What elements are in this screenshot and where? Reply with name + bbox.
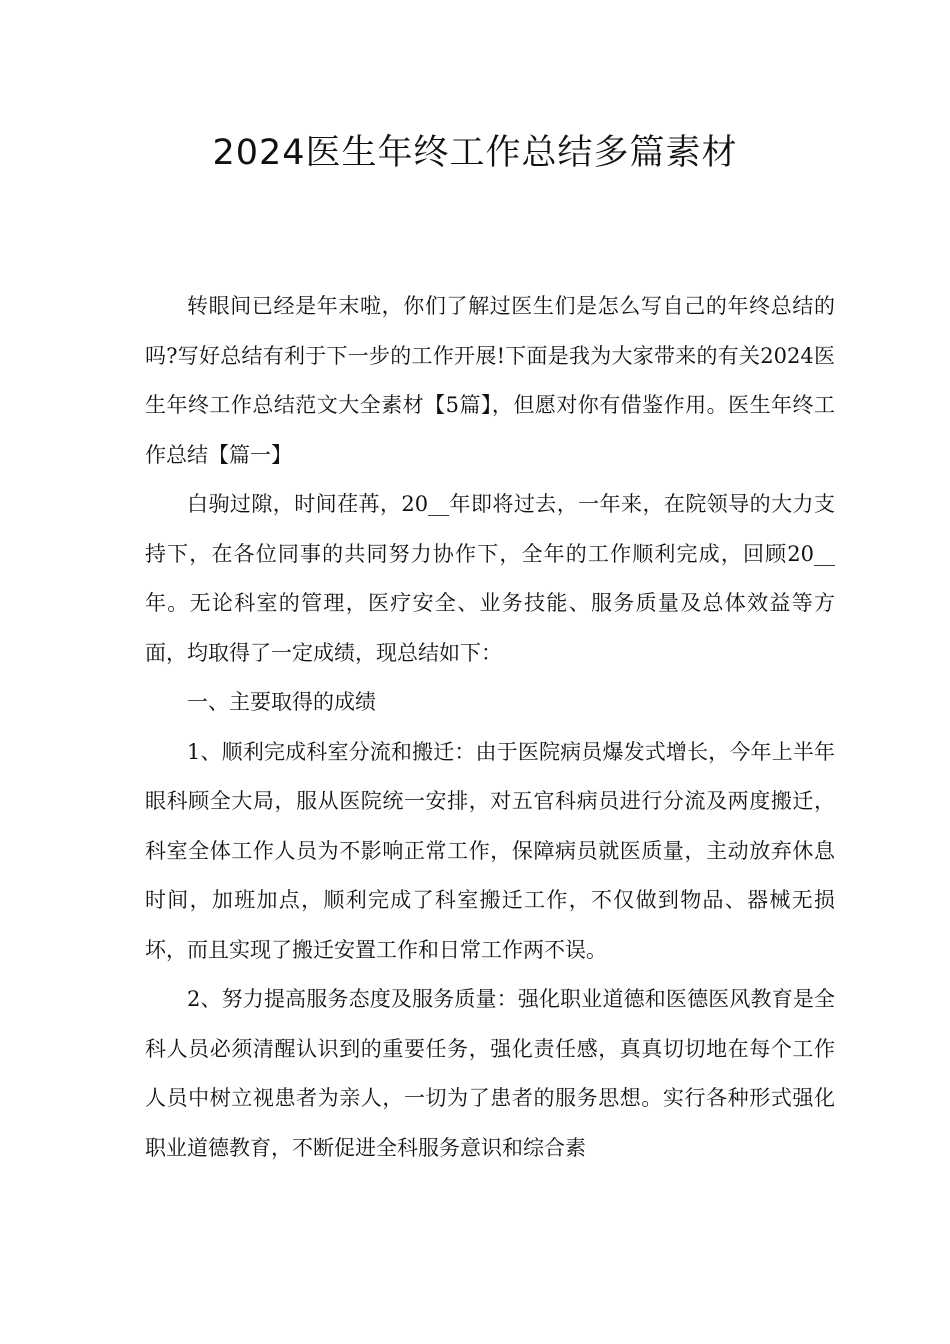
overview-paragraph: 白驹过隙，时间荏苒，20__年即将过去，一年来，在院领导的大力支持下，在各位同事的共同努力协作下，全年的工作顺利完成，回顾20__年。无论科室的管理，医疗安全、业务技能、服务质量及总体效益等方面，均取得了一定成绩，现总结如下：	[145, 492, 835, 665]
achievement-paragraph-2: 2、努力提高服务态度及服务质量：强化职业道德和医德医风教育是全科人员必须清醒认识到的重要任务，强化责任感，真真切切地在每个工作人员中树立视患者为亲人，一切为了患者的服务思想。实行各种形式强化职业道德教育，不断促进全科服务意识和综合素	[145, 987, 835, 1160]
document-title: 2024医生年终工作总结多篇素材	[212, 133, 738, 173]
section-heading: 一、主要取得的成绩	[187, 690, 376, 714]
document-body	[145, 282, 835, 1173]
intro-paragraph: 转眼间已经是年末啦，你们了解过医生们是怎么写自己的年终总结的吗?写好总结有利于下一步的工作开展!下面是我为大家带来的有关2024医生年终工作总结范文大全素材【5篇】，但愿对你有借鉴作用。医生年终工作总结【篇一】	[145, 294, 835, 467]
achievement-paragraph-1: 1、顺利完成科室分流和搬迁：由于医院病员爆发式增长，今年上半年眼科顾全大局，服从医院统一安排，对五官科病员进行分流及两度搬迁，科室全体工作人员为不影响正常工作，保障病员就医质量，主动放弃休息时间，加班加点，顺利完成了科室搬迁工作，不仅做到物品、器械无损坏，而且实现了搬迁安置工作和日常工作两不误。	[145, 739, 835, 962]
